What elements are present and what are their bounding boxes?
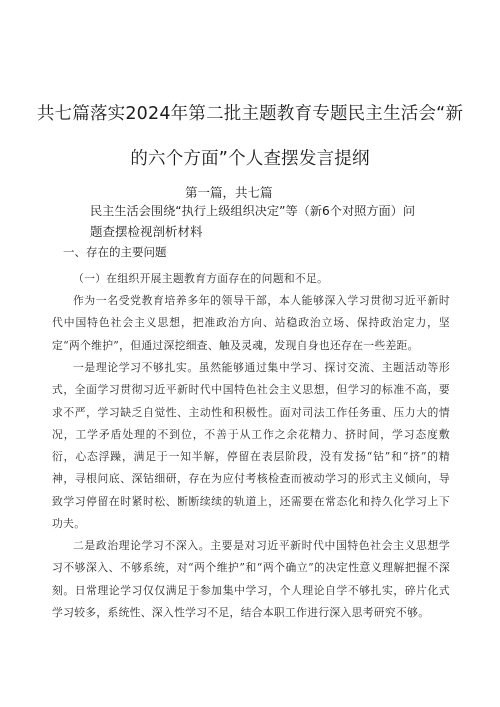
paragraph-point-one: 一是理论学习不够扎实。虽然能够通过集中学习、探讨交流、主题活动等形式，全面学习贯彻习近平新时代中国特色社会主义思想，但学习的标准不高，要求不严，学习缺乏自觉性、主动性和积极性。面对司法工作任务重、压力大的情况，工学矛盾处理的不到位，不善于从工作之余花精力、挤时间，学习态度敷衍，心态浮躁，满足于一知半解，停留在表层阶段，没有发扬“钻”和“挤”的精神，寻根问底、深钻细研，存在为应付考核检查而被动学习的形式主义倾向，导致学习停留在时紧时松、断断续续的轨道上，还需要在常态化和持久化学习上下功夫。 — [52, 361, 450, 531]
paragraph-intro: 作为一名受党教育培养多年的领导干部，本人能够深入学习贯彻习近平新时代中国特色社会主义思想，把准政治方向、站稳政治立场、保持政治定力，坚定“两个维护”，但通过深挖细查、触及灵魂，发现自身也还存在一些差距。 — [52, 294, 450, 352]
section-label: 第一篇，共七篇 — [185, 185, 273, 200]
subheading-line-2: 题查摆检视剖析材料 — [90, 224, 203, 239]
document-title-line-1: 共七篇落实2024年第二批主题教育专题民主生活会“新 — [36, 104, 464, 124]
paragraph-subsection-title: （一）在组织开展主题教育方面存在的问题和不足。 — [73, 272, 329, 285]
section-heading: 一、存在的主要问题 — [63, 245, 167, 259]
paragraph-point-two: 二是政治理论学习不深入。主要是对习近平新时代中国特色社会主义思想学习不够深入、不够系统，对“两个维护”和“两个确立”的决定性意义理解把握不深刻。日常理论学习仅仅满足于参加集中学习，个人理论自学不够扎实，碎片化式学习较多，系统性、深入性学习不足，结合本职工作进行深入思考研究不够。 — [52, 539, 450, 619]
document-title-line-2: 的六个方面”个人查摆发言提纲 — [130, 149, 370, 169]
subheading-line-1: 民主生活会围绕“执行上级组织决定”等（新6个对照方面）问 — [90, 204, 416, 218]
